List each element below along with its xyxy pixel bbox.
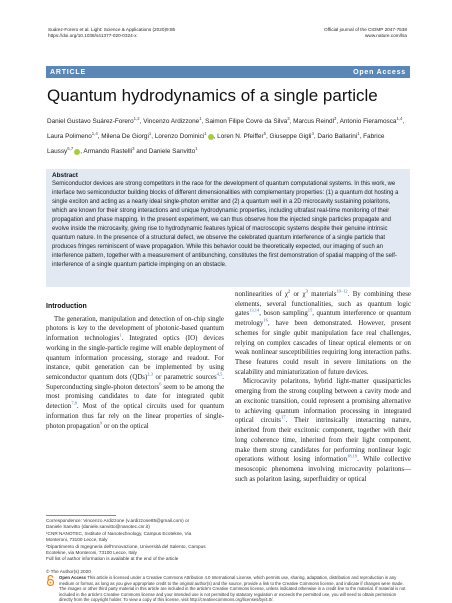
article-title: Quantum hydrodynamics of a single particle [47, 86, 378, 105]
license-body: This article is licensed under a Creative Commons Attribution 4.0 International License, which permits use, sharing, adaptation, distribution and reproduction in any medium or format, as long as you give appropriate credit to the original author(s) and the source, provide a link to the Creative Commons license, and indicate if changes were made. The images or other third party material in this article are included in the article's Creative Commons license, unless indicated otherwise in a credit line to the material. If material is not included in the article's Creative Commons license and your intended use is not permitted by statutory regulation or exceeds the permitted use, you will need to obtain permission directly from the copyright holder. To view a copy of this license, visit http://creativecommons.org/licenses/by/4.0/. [59, 575, 406, 603]
text-run: , quantum interference or quantum metrology [235, 310, 411, 328]
body-column-left [46, 292, 224, 431]
correspondence-line[interactable]: Daniele Sanvitto (daniele.sanvitto@nanotec.cnr.it) [46, 524, 150, 530]
license-text [59, 575, 410, 603]
abstract-text: Semiconductor devices are strong competitors in the race for the development of quantum computational systems. In this work, we interface two semiconductor building blocks of different dimensionalities with complementary properties: (1) a quantum dot hosting a single exciton and acting as a nearly ideal single-photon emitter and (2) a quantum well in a 2D microcavity sustaining polaritons, which are known for their strong interactions and unique hydrodynamic properties, including ultrafast real-time monitoring of their propagation and phase mapping. In the present experiment, we can thus observe how the injected single particles propagate and evolve inside the microcavity, giving rise to hydrodynamic features typical of macroscopic systems despite their genuine intrinsic quantum nature. In the presence of a structural defect, we observe the celebrated quantum interference of a single particle that produces fringes reminiscent of wave propagation. While this behavior could be theoretically expected, our imaging of such an interference pattern, together with a measurement of antibunching, constitutes the first demonstration of spatial mapping of the self-interference of a single quantum particle impinging on an obstacle. [52, 181, 399, 268]
copyright-line: © The Author(s) 2020 [46, 569, 91, 574]
text-run: , have been demonstrated. However, present schemes for single qubit manipulation face real challenges, relying on complex cascades of linear optical elements or on weak nonlinear susceptibilities requiring long interaction paths. These features could result in severe limitations on the scalability and miniaturization of future devices. [235, 320, 411, 376]
affiliation-mark: 1 [204, 131, 207, 137]
paragraph [235, 290, 411, 377]
text-run: , boson sampling [259, 310, 308, 318]
reference-link[interactable]: 9 [99, 420, 103, 426]
footnote-divider [46, 515, 116, 516]
affiliation-line: ²Dipartimento di Ingegneria dell'Innovazione, Università del Salento, Campus [46, 543, 206, 549]
correspondence-line[interactable]: Correspondence: Vincenzo Ardizzone (v.ardizzone85@gmail.com) or [46, 518, 190, 523]
reference-link[interactable]: 7,8 [71, 400, 77, 406]
author-name[interactable]: and Daniele Sanvitto [134, 148, 196, 156]
text-run: . Their intrinsically interacting nature, inherited from their excitonic component, together with their long coherence time, inherited from their light component, make them strong candidates for performing nonlinear logic operations without losing information [235, 417, 411, 464]
license-block [46, 575, 410, 603]
superscript: 3 [305, 288, 308, 294]
text-run: . Superconducting single-photon detectors [46, 374, 225, 391]
license-label: Open Access [59, 575, 87, 580]
affiliation-line: Monteroni, 73100 Lecce, Italy [46, 537, 108, 543]
author-name[interactable]: , Loren N. Pfeiffer [213, 133, 264, 141]
affiliation-mark: 5 [263, 131, 266, 137]
article-type-label: ARTICLE [50, 68, 86, 76]
reference-link[interactable]: 4,5 [216, 371, 223, 377]
reference-link[interactable]: 15 [307, 308, 313, 314]
affiliation-mark: 1 [357, 131, 360, 137]
running-header-left [48, 27, 238, 39]
reference-link[interactable]: 2,3 [147, 371, 153, 377]
paragraph [46, 315, 224, 432]
author-info-note: Full list of author information is available at the end of the article [46, 556, 179, 562]
reference-link[interactable]: 17 [280, 415, 286, 421]
affiliation-mark: 1 [195, 146, 198, 152]
affiliation-mark: 1,4 [91, 131, 98, 137]
text-run: materials [307, 291, 337, 298]
text-run: or parametric sources [152, 374, 217, 382]
author-name[interactable]: , Lorenzo Dominici [151, 133, 205, 141]
author-name[interactable]: , Armando Rastelli [80, 148, 133, 156]
author-name[interactable]: , Milena De Giorgi [97, 133, 149, 141]
affiliation-mark: 4 [311, 131, 314, 137]
author-name[interactable]: , Marcus Reindl [289, 118, 335, 126]
text-run: or χ [290, 291, 306, 298]
author-name[interactable]: , Antonio Fieramosca [336, 118, 397, 126]
text-run: . By combining these elements, several functionalities, such as quantum logic gates [235, 291, 411, 318]
author-name[interactable]: , Giuseppe Gigli [265, 133, 312, 141]
text-run: The generation, manipulation and detection of on-chip single photons is key to the development of photonic-based quantum information technologies [46, 315, 224, 343]
reference-link[interactable]: 10–12 [336, 288, 348, 294]
author-name[interactable]: , Dario Ballarini [313, 133, 358, 141]
section-heading: Introduction [46, 303, 87, 310]
text-run: . Integrated optics (IO) devices working in the single-particle regime will enable deployment of quantum information processing, storage and readout. For instance, qubit generation can be implemented by using semiconductor quantum dots (QDs) [46, 335, 224, 382]
affiliation-mark: 1 [148, 131, 152, 137]
affiliation-mark: 1,2 [133, 116, 140, 121]
paragraph [235, 377, 411, 484]
text-run: seem to be among the most promising candidates to date for integrated qubit detection [46, 383, 224, 411]
affiliation-mark: 3 [287, 116, 290, 121]
author-name[interactable]: , Laura Polimeno [47, 118, 405, 141]
open-access-lock-icon [46, 575, 55, 586]
text-run: or on the optical [102, 422, 149, 430]
website-link[interactable]: www.nature.com/lsa [365, 33, 407, 39]
abstract-box [46, 169, 410, 287]
reference-link[interactable]: 6 [159, 381, 162, 387]
citation-line: Suárez-Forero et al. Light: Science & Applications (2020)9:85 [48, 27, 176, 32]
text-run: . Most of the optical circuits used for quantum information thus far rely on the linear properties of single-photon propagation [46, 403, 224, 430]
text-run: nonlinearities of χ [235, 291, 288, 298]
footnotes [46, 518, 236, 563]
author-list [47, 113, 409, 158]
author-name[interactable]: Daniel Gustavo Suárez-Forero [47, 118, 134, 126]
body-column-right [235, 290, 411, 484]
text-run: . While collective mesoscopic phenomena involving microcavity polaritons—such as polariton lasing, superfluidity or optical [235, 456, 411, 483]
article-type-band [46, 66, 410, 78]
author-name[interactable]: , Vincenzo Ardizzone [139, 118, 200, 126]
journal-line: Official journal of the CIOMP 2047-7538 [324, 27, 407, 32]
affiliation-mark: 6,7 [67, 146, 74, 152]
superscript: 2 [287, 288, 291, 294]
abstract-heading: Abstract [52, 172, 78, 179]
text-run: Microcavity polaritons, hybrid light-matter quasiparticles emerging from the strong coupling between a cavity mode and an excitonic transition, could represent a promising alternative to achieving quantum information processing in integrated optical circuits [235, 378, 411, 425]
doi-link[interactable]: https://doi.org/10.1038/s41377-020-0324-x [48, 33, 137, 39]
affiliation-line: ¹CNR NANOTEC, Institute of Nanotechnology, Campus Ecotekne, Via [46, 530, 192, 536]
affiliation-mark: 1,4 [396, 116, 403, 121]
affiliation-line: Ecotekne, via Monteroni, 73100 Lecce, Italy [46, 550, 137, 556]
affiliation-mark: 3 [132, 146, 135, 152]
affiliation-mark: 1 [199, 116, 202, 121]
reference-link[interactable]: 18,19 [347, 453, 358, 459]
reference-link[interactable]: 13,14 [249, 308, 260, 314]
reference-link[interactable]: 16 [263, 317, 268, 323]
open-access-label: Open Access [353, 68, 406, 76]
reference-link[interactable]: 1 [119, 332, 122, 338]
affiliation-mark: 3 [334, 116, 337, 121]
author-name[interactable]: , Fabrice Laussy [47, 133, 385, 156]
running-header-right [217, 27, 407, 39]
author-name[interactable]: , Saimon Filipe Covre da Silva [201, 118, 288, 126]
